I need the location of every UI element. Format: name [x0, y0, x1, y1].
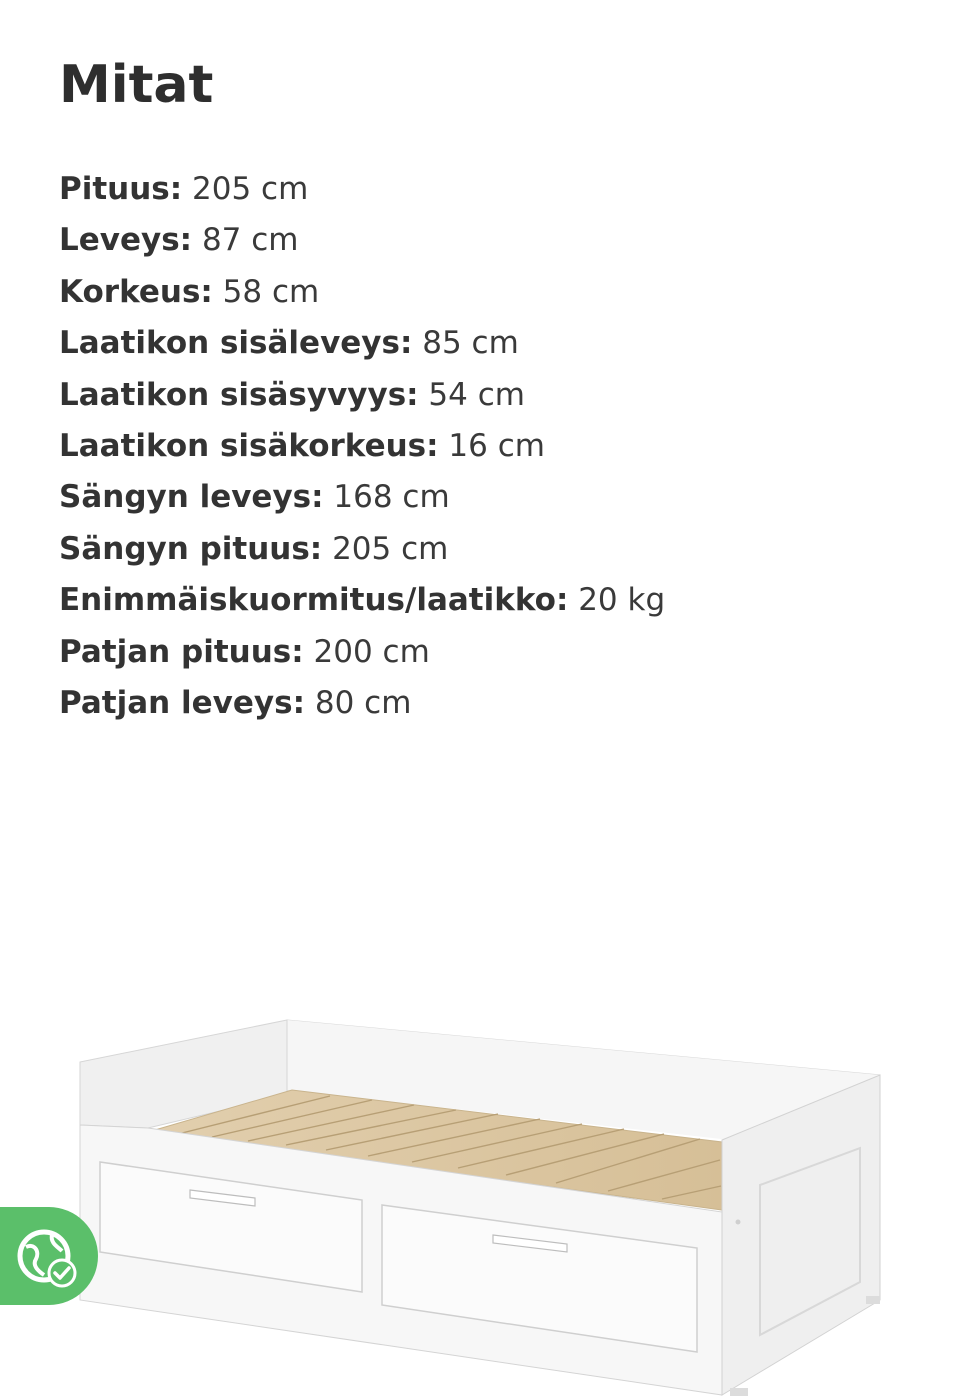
- dimension-row: [59, 472, 665, 523]
- dimension-label: Sängyn pituus:: [59, 530, 323, 567]
- dimension-value: 16 cm: [448, 427, 545, 464]
- page-title: Mitat: [59, 55, 214, 115]
- dimension-row: [59, 215, 665, 266]
- dimension-row: [59, 370, 665, 421]
- dimension-value: 80 cm: [314, 684, 412, 721]
- dimension-label: Patjan pituus:: [59, 633, 304, 670]
- product-image-daybed[interactable]: [0, 760, 960, 1399]
- dimension-row: [59, 164, 665, 215]
- globe-check-icon[interactable]: [0, 1207, 98, 1305]
- dimension-value: 87 cm: [201, 222, 299, 259]
- dimension-label: Laatikon sisäkorkeus:: [59, 427, 439, 464]
- dimension-label: Leveys:: [59, 222, 193, 259]
- dimension-row: [59, 524, 665, 575]
- dimensions-list: [59, 164, 665, 729]
- dimension-row: [59, 267, 665, 318]
- dimension-label: Pituus:: [59, 171, 183, 207]
- dimension-value: 58 cm: [222, 273, 320, 310]
- dimension-label: Enimmäiskuormitus/laatikko:: [59, 582, 569, 619]
- dimension-row: [59, 575, 665, 626]
- dimension-label: Laatikon sisäsyvyys:: [59, 376, 419, 413]
- dimension-value: 200 cm: [313, 633, 430, 670]
- dimension-value: 205 cm: [332, 530, 449, 567]
- dimension-row: [59, 318, 665, 369]
- dimension-row: [59, 627, 665, 678]
- dimension-value: 168 cm: [333, 479, 450, 516]
- dimension-label: Korkeus:: [59, 273, 213, 310]
- dimension-label: Patjan leveys:: [59, 684, 305, 721]
- dimension-value: 54 cm: [428, 376, 525, 413]
- dimension-label: Sängyn leveys:: [59, 479, 324, 516]
- dimension-value: 85 cm: [422, 325, 519, 362]
- dimension-row: [59, 421, 665, 472]
- dimension-row: [59, 678, 665, 729]
- dimension-value: 205 cm: [192, 171, 309, 207]
- dimension-value: 20 kg: [578, 582, 666, 619]
- dimension-label: Laatikon sisäleveys:: [59, 325, 413, 362]
